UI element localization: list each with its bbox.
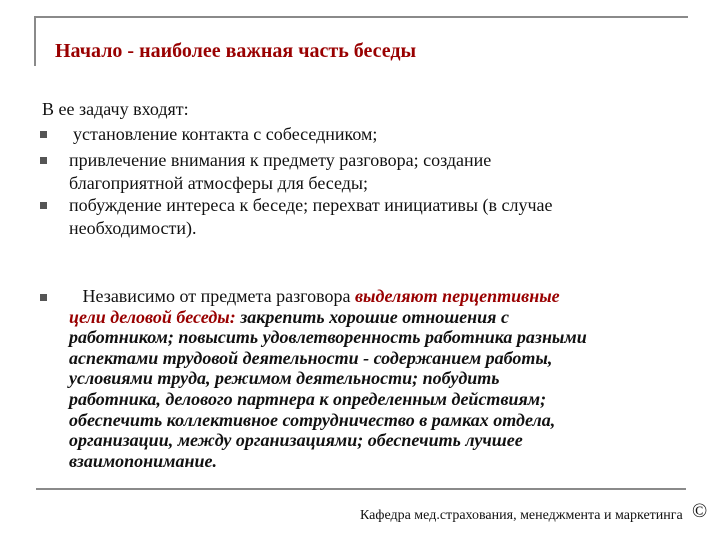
paragraph-line: взаимопонимание.	[69, 450, 218, 471]
bullet-text	[73, 123, 377, 146]
paragraph-line	[69, 307, 694, 328]
goals-paragraph	[69, 286, 694, 471]
paragraph-accent: цели деловой беседы:	[69, 306, 236, 327]
paragraph-line: организации, между организациями; обеспечить лучшее	[69, 430, 523, 451]
bullet-text	[69, 194, 552, 240]
bullet-line: привлечение внимания к предмету разговора; создание	[69, 150, 492, 170]
bullet-line: побуждение интереса к беседе; перехват инициативы (в случае	[69, 195, 553, 215]
paragraph-line: обеспечить коллективное сотрудничество в рамках отдела,	[69, 409, 556, 430]
footer-text: Кафедра мед.страхования, менеджмента и маркетинга	[360, 508, 683, 523]
bullet-square-icon	[40, 294, 47, 301]
paragraph-line: работником; повысить удовлетворенность работника разными	[69, 327, 587, 348]
bullet-line: благоприятной атмосферы для беседы;	[69, 173, 368, 193]
bullet-line: установление контакта с собеседником;	[73, 124, 378, 144]
paragraph-line: условиями труда, режимом деятельности; побудить	[69, 368, 500, 389]
paragraph-line: аспектами трудовой деятельности - содержанием работы,	[69, 347, 553, 368]
paragraph-line	[69, 286, 694, 307]
footer-divider	[36, 488, 686, 490]
bullet-line: необходимости).	[69, 218, 197, 238]
bullet-square-icon	[40, 131, 47, 138]
intro-text: В ее задачу входят:	[42, 99, 189, 119]
bullet-text	[69, 149, 491, 195]
slide-title: Начало - наиболее важная часть беседы	[55, 40, 417, 62]
paragraph-line: работника, делового партнера к определенным действиям;	[69, 388, 547, 409]
bullet-square-icon	[40, 202, 47, 209]
copyright-icon: ©	[692, 500, 708, 522]
paragraph-accent: выделяют перцептивные	[354, 286, 560, 306]
bullet-square-icon	[40, 157, 47, 164]
paragraph-text: закрепить хорошие отношения с	[240, 306, 509, 327]
paragraph-lead: Независимо от предмета разговора	[82, 286, 351, 306]
